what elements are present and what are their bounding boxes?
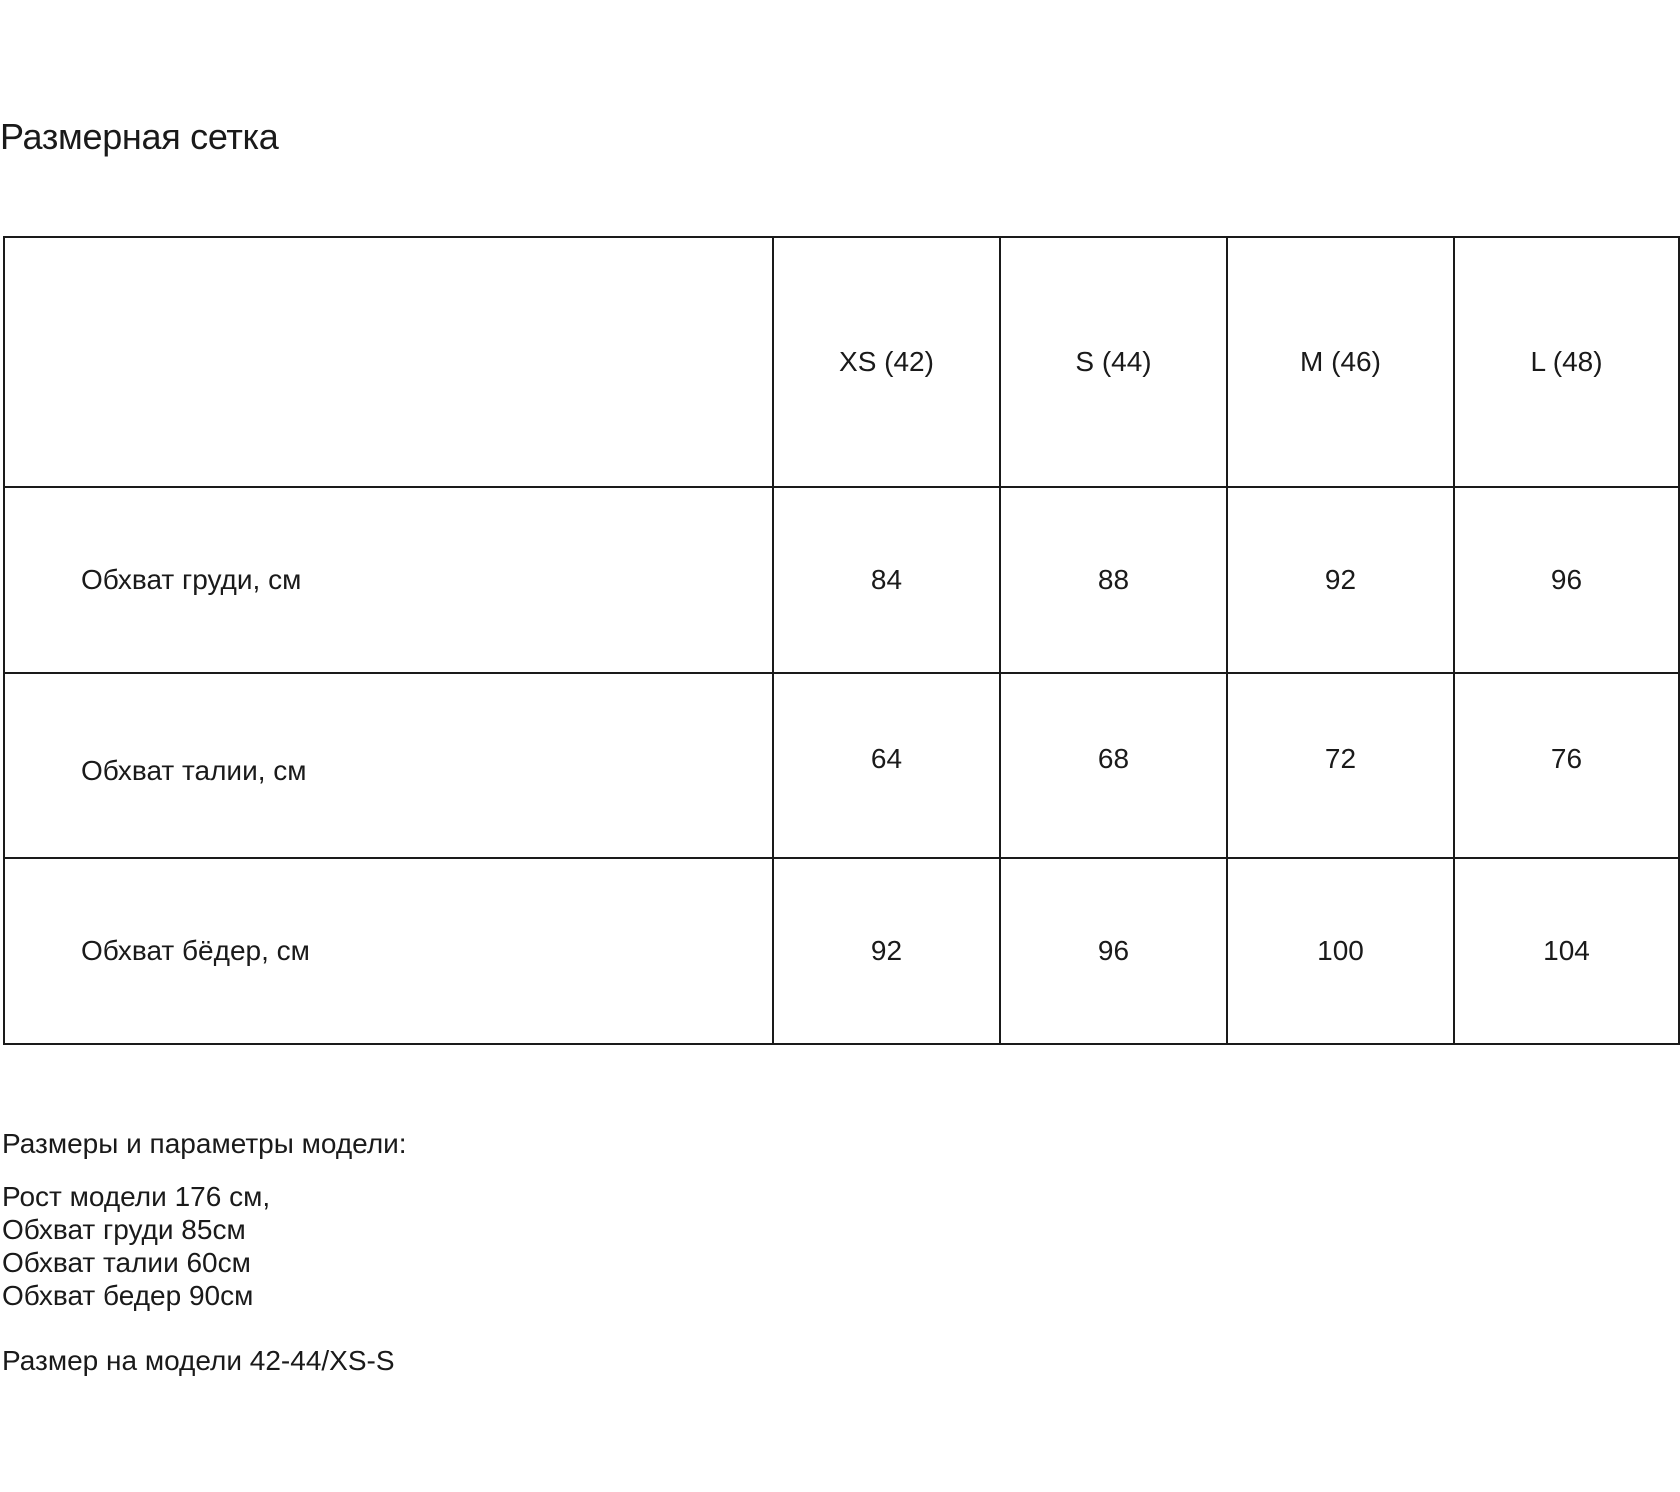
table-cell: 92 [1227, 487, 1454, 673]
table-row [4, 858, 1679, 1044]
table-cell: 72 [1227, 673, 1454, 858]
row-label-chest: Обхват груди, см [4, 487, 773, 673]
model-param-waist: Обхват талии 60см [2, 1247, 251, 1278]
page-title: Размерная сетка [0, 116, 279, 157]
table-cell: 96 [1454, 487, 1679, 673]
table-cell: 104 [1454, 858, 1679, 1044]
row-label-hips: Обхват бёдер, см [4, 858, 773, 1044]
header-cell-m: M (46) [1227, 237, 1454, 487]
table-cell: 68 [1000, 673, 1227, 858]
size-chart-table [3, 236, 1680, 1045]
header-cell-empty [4, 237, 773, 487]
table-cell: 88 [1000, 487, 1227, 673]
table-cell: 64 [773, 673, 1000, 858]
header-cell-s: S (44) [1000, 237, 1227, 487]
model-params-list [2, 1180, 270, 1312]
header-cell-l: L (48) [1454, 237, 1679, 487]
model-param-chest: Обхват груди 85см [2, 1214, 246, 1245]
table-cell: 96 [1000, 858, 1227, 1044]
model-params-heading: Размеры и параметры модели: [2, 1128, 407, 1159]
table-row [4, 673, 1679, 858]
table-cell: 84 [773, 487, 1000, 673]
row-label-waist: Обхват талии, см [4, 673, 773, 858]
table-row [4, 487, 1679, 673]
model-param-hips: Обхват бедер 90см [2, 1280, 254, 1311]
header-cell-xs: XS (42) [773, 237, 1000, 487]
model-size-note: Размер на модели 42-44/XS-S [2, 1345, 395, 1376]
table-cell: 92 [773, 858, 1000, 1044]
table-header-row [4, 237, 1679, 487]
table-cell: 100 [1227, 858, 1454, 1044]
table-cell: 76 [1454, 673, 1679, 858]
model-param-height: Рост модели 176 см, [2, 1181, 271, 1212]
